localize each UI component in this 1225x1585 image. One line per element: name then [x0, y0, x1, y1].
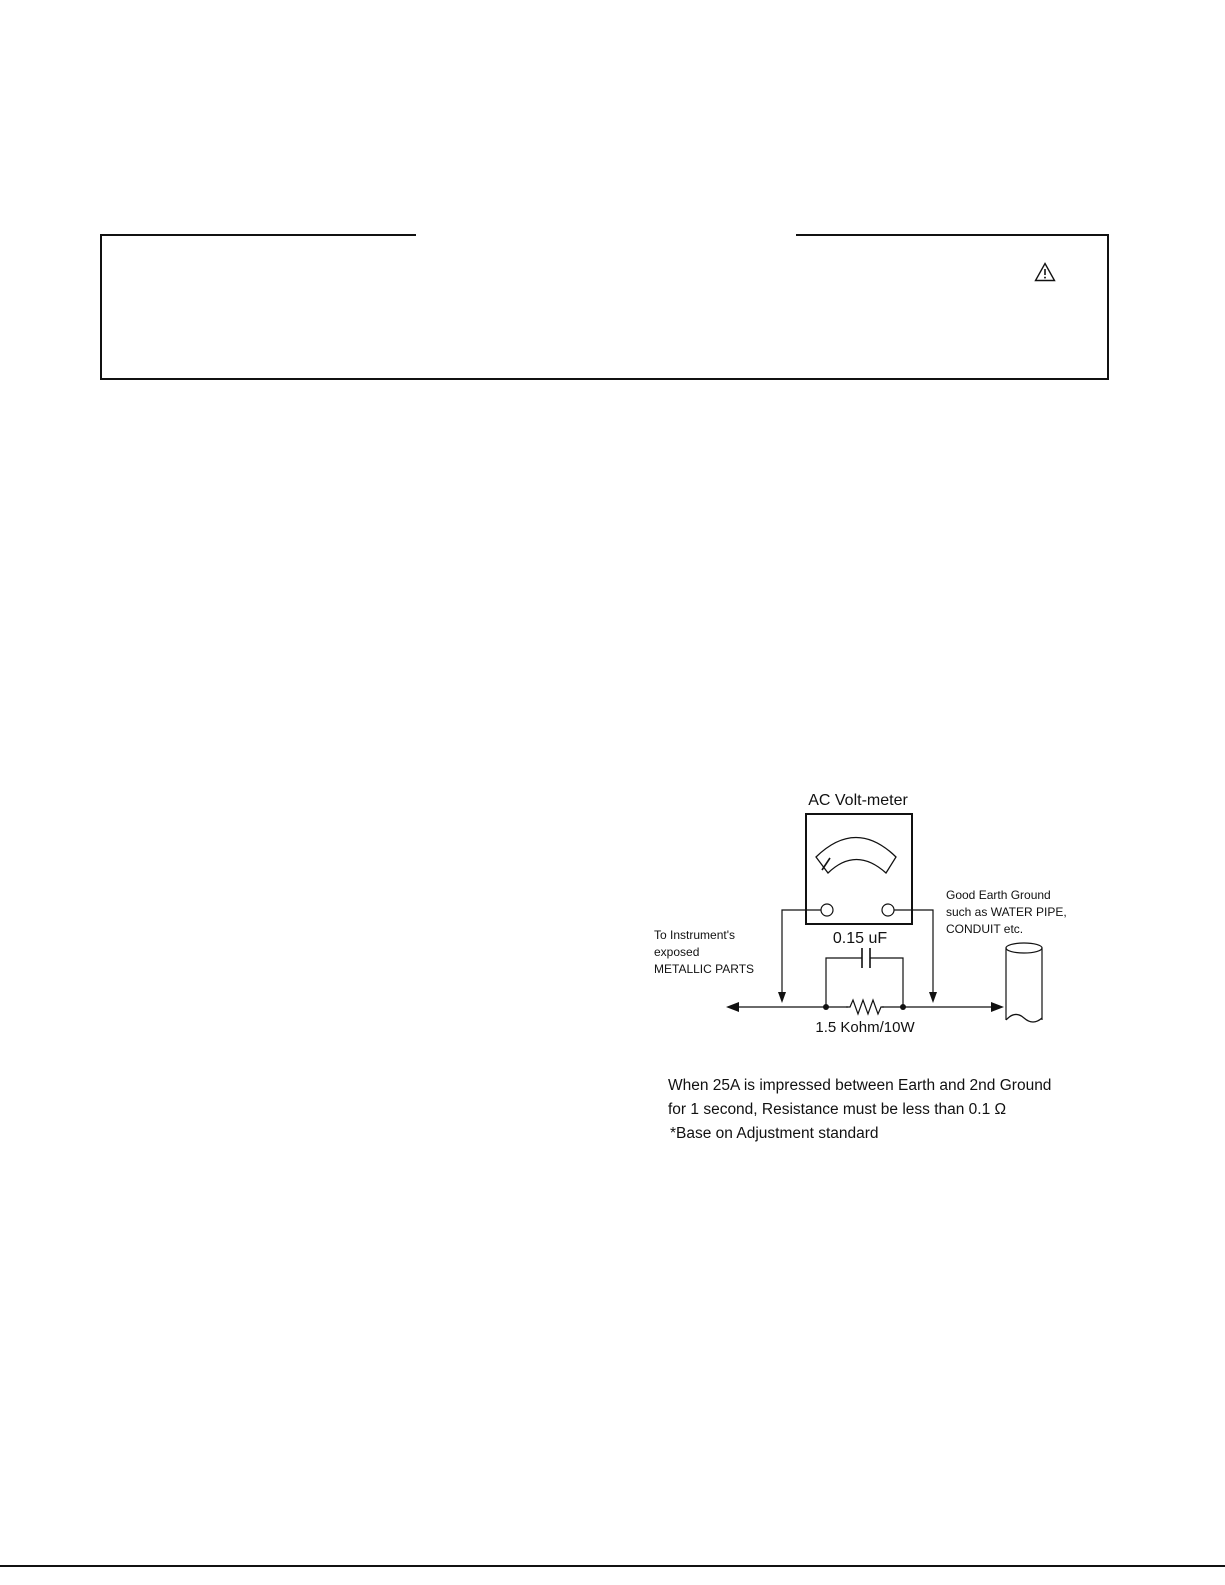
- left-arrow-head: [726, 1002, 739, 1012]
- instrument-label-line2: exposed: [654, 945, 700, 959]
- resistor-label: 1.5 Kohm/10W: [815, 1019, 915, 1036]
- earth-ground-label: [946, 888, 1070, 936]
- water-pipe-icon: [1006, 943, 1042, 1022]
- meter-terminal-right: [882, 904, 894, 916]
- instrument-label-line3: METALLIC PARTS: [654, 962, 755, 976]
- frame-left-border: [100, 234, 102, 380]
- earth-ground-label-line2: such as WATER PIPE,: [946, 905, 1067, 919]
- frame-top-border-right: [796, 234, 1109, 236]
- note-line-1: When 25A is impressed between Earth and 2nd Ground: [668, 1077, 1052, 1094]
- footer-rule: [0, 1565, 1225, 1567]
- meter-title: AC Volt-meter: [808, 792, 908, 809]
- earth-ground-label-line1: Good Earth Ground: [946, 888, 1051, 902]
- capacitor-label: 0.15 uF: [832, 930, 888, 947]
- safety-precaution-frame: [100, 234, 1109, 380]
- junction-dot-left: [823, 1004, 829, 1010]
- left-probe-arrow: [778, 992, 786, 1003]
- ground-test-diagram: [620, 780, 1100, 1050]
- junction-dot-right: [900, 1004, 906, 1010]
- frame-bottom-border: [100, 378, 1109, 380]
- instrument-label: [654, 928, 754, 976]
- meter-scale-arc: [816, 838, 896, 874]
- frame-top-border-left: [100, 234, 416, 236]
- earth-ground-label-line3: CONDUIT etc.: [946, 922, 1024, 936]
- right-probe-arrow: [929, 992, 937, 1003]
- instrument-label-line1: To Instrument's: [654, 928, 735, 942]
- right-arrow-head: [991, 1002, 1004, 1012]
- warning-triangle-icon: [1034, 262, 1056, 282]
- test-notes: [668, 1074, 1108, 1146]
- meter-needle: [822, 858, 830, 870]
- meter-terminal-left: [821, 904, 833, 916]
- note-line-2: for 1 second, Resistance must be less than 0.1 Ω: [668, 1101, 1007, 1118]
- note-line-3: *Base on Adjustment standard: [670, 1125, 879, 1142]
- frame-right-border: [1107, 234, 1109, 380]
